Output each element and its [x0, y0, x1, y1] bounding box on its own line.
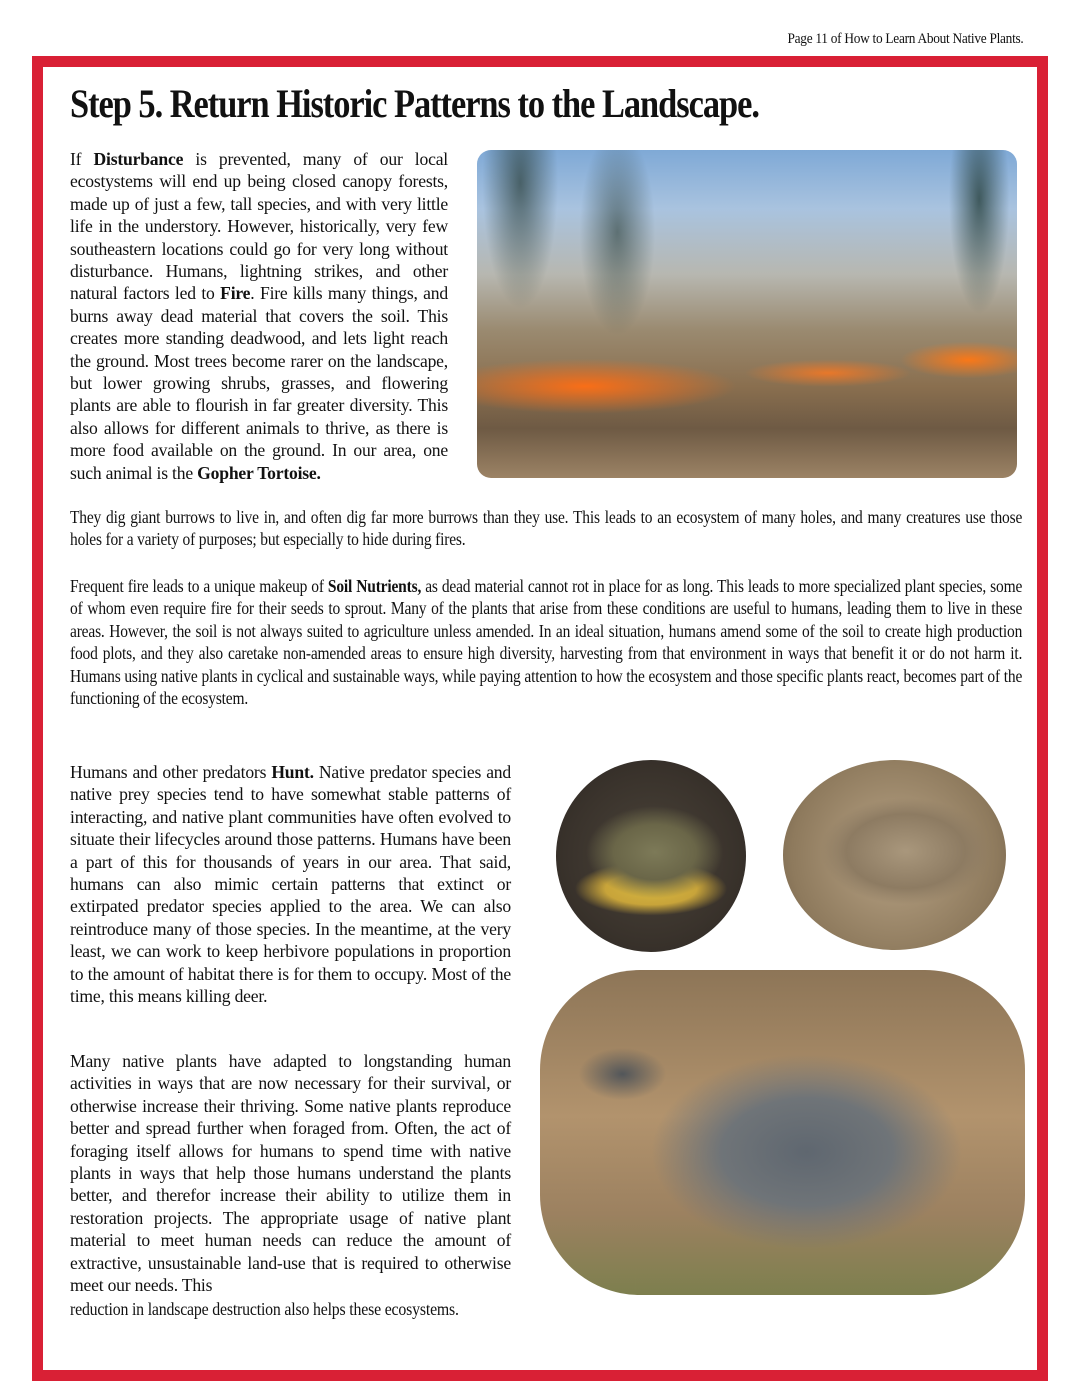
paragraph-burrows: They dig giant burrows to live in, and often dig far more burrows than they use. This leads to an ecosystem of many holes, and many creatures use those holes for a variety of purposes; but especially to hide during fires.: [70, 507, 1023, 550]
text: If: [70, 149, 94, 169]
fire-photo: [477, 150, 1017, 478]
text: Frequent fire leads to a unique makeup of: [70, 576, 328, 596]
keyword-disturbance: Disturbance: [93, 149, 184, 169]
keyword-fire: Fire: [220, 283, 251, 304]
text: . Fire kills many things, and burns away dead material that covers the soil. This creates more standing deadwood, and lets light reach the ground. Most trees become rarer on the landscape, but lower growing shrubs, grasses, and flowering plants are able to flourish in far greater diversity. This also allows for different animals to thrive, as there is more food available on the ground. In our area, one such animal is the: [70, 283, 448, 483]
paragraph-disturbance: [70, 148, 448, 484]
paragraph-foraging-end: reduction in landscape destruction also helps these ecosystems.: [70, 1299, 459, 1319]
juvenile-tortoise-photo: [556, 760, 746, 952]
text: Native predator species and native prey species tend to have somewhat stable patterns of interacting, and native plant communities have often evolved to situate their lifecycles around those patterns. Humans have been a part of this for thousands of years in our area. That said, humans can also mimic certain patterns that extinct or extirpated predator species applied to the area. We can also reintroduce many of those species. In the meantime, at the very least, we can work to keep herbivore populations in proportion to the amount of habitat there is for them to occupy. Most of the time, this means killing deer.: [70, 762, 511, 1007]
keyword-gopher-tortoise: Gopher Tortoise.: [197, 462, 321, 483]
text: as dead material cannot rot in place for as long. This leads to more specialized plant species, some of whom even require fire for their seeds to sprout. Many of the plants that arise from these conditions are useful to humans, leading them to live in these areas. However, the soil is not always suited to agriculture unless amended. In an ideal situation, humans amend some of the soil to create high production food plots, and they also caretake non-amended areas to ensure high diversity, harvesting from that environment in ways that benefit it or do not harm it. Humans using native plants in cyclical and sustainable ways, while paying attention to how the ecosystem and those specific plants react, becomes part of the functioning of the ecosystem.: [70, 576, 1023, 709]
keyword-hunt: Hunt.: [271, 762, 314, 782]
text: Humans and other predators: [70, 762, 272, 782]
page-title: Step 5. Return Historic Patterns to the Landscape.: [70, 81, 759, 126]
keyword-soil-nutrients: Soil Nutrients,: [327, 576, 422, 596]
tortoise-in-grass-photo: [783, 760, 1006, 950]
paragraph-soil-nutrients: [70, 575, 1022, 709]
text: is prevented, many of our local ecostystems will end up being closed canopy forests, made up of just a few, tall species, and with very little life in the understory. However, historically, very few southeastern locations could go for very long without disturbance. Humans, lightning strikes, and other natural factors led to: [70, 149, 448, 304]
page-header-note: Page 11 of How to Learn About Native Plants.: [787, 31, 1023, 47]
adult-tortoise-photo: [540, 970, 1025, 1295]
paragraph-hunt: [70, 761, 511, 1007]
paragraph-foraging: Many native plants have adapted to longstanding human activities in ways that are now necessary for their survival, or otherwise increase their thriving. Some native plants reproduce better and spread further when foraged from. Often, the act of foraging itself allows for humans to spend time with native plants in ways that help those humans understand the plants better, and therefor increase their ability to utilize them in restoration projects. The appropriate usage of native plant material to meet human needs can reduce the amount of extractive, unsustainable land-use that is required to otherwise meet our needs. This: [70, 1051, 511, 1296]
